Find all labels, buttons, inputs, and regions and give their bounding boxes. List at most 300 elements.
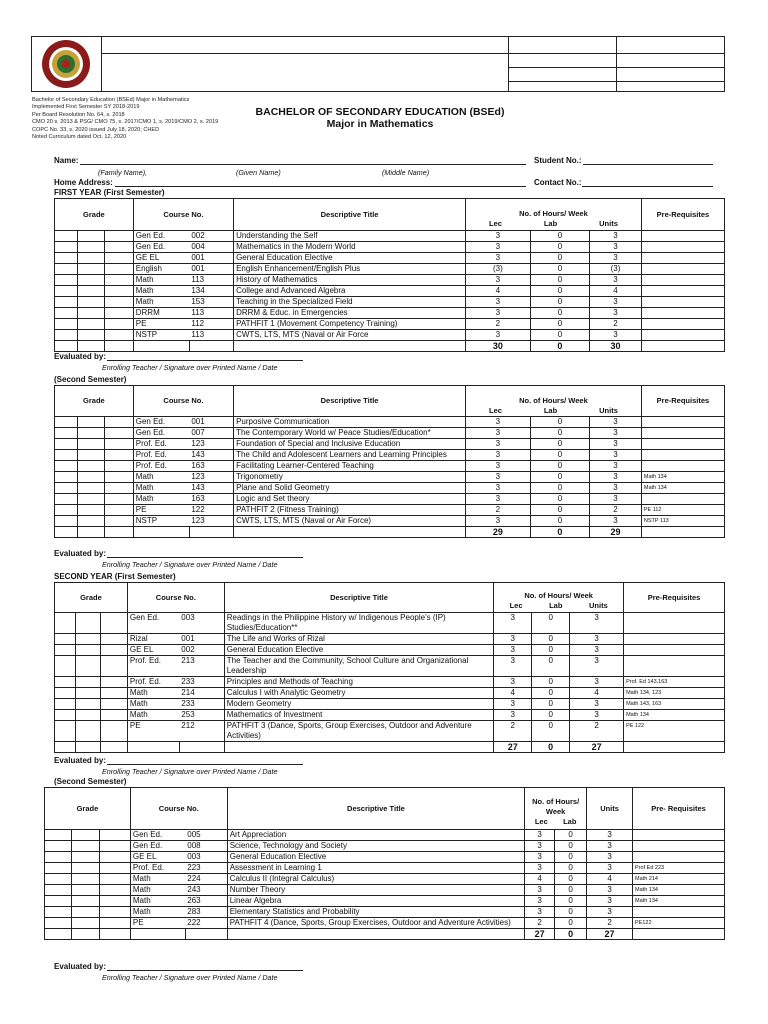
- course-prefix: Prof. Ed.: [127, 677, 179, 688]
- course-number: 223: [185, 863, 227, 874]
- grade-cell[interactable]: [100, 656, 127, 677]
- course-title: DRRM & Educ. in Emergencies: [234, 308, 466, 319]
- course-prefix: Math: [130, 907, 185, 918]
- lec-hours: 3: [466, 330, 531, 341]
- grade-cell[interactable]: [45, 852, 72, 863]
- course-no-header: Course No.: [133, 386, 233, 417]
- prerequisite: [641, 439, 724, 450]
- grade-cell[interactable]: [45, 830, 72, 841]
- grade-cell[interactable]: [55, 428, 78, 439]
- course-prefix: Prof. Ed.: [133, 461, 189, 472]
- grade-header: Grade: [55, 583, 128, 613]
- grade-cell[interactable]: [71, 874, 99, 885]
- grade-cell[interactable]: [77, 516, 104, 527]
- total-empty-cell: [55, 527, 78, 538]
- prerequisite: Math 134: [641, 483, 724, 494]
- grade-cell[interactable]: [99, 874, 130, 885]
- contact-no-field[interactable]: [582, 186, 713, 187]
- prerequisite: [641, 242, 724, 253]
- course-title: General Education Elective: [234, 253, 466, 264]
- course-number: 163: [189, 461, 233, 472]
- course-prefix: GE EL: [133, 253, 189, 264]
- meta-line: Noted Curriculum dated Oct. 12, 2020: [32, 134, 127, 141]
- course-table-second-year-second-sem: [44, 787, 725, 940]
- lab-hours: 0: [532, 656, 570, 677]
- course-row: [45, 896, 725, 907]
- total-empty-cell: [104, 341, 133, 352]
- course-number: 283: [185, 907, 227, 918]
- student-no-field[interactable]: [583, 164, 713, 165]
- grade-cell[interactable]: [55, 656, 76, 677]
- lab-hours: 0: [530, 516, 589, 527]
- lab-hours: 0: [530, 308, 589, 319]
- lec-hours: 3: [525, 852, 555, 863]
- grade-cell[interactable]: [55, 253, 78, 264]
- units-value: 3: [587, 885, 633, 896]
- course-title: CWTS, LTS, MTS (Naval or Air Force: [234, 330, 466, 341]
- grade-cell[interactable]: [99, 852, 130, 863]
- grade-cell[interactable]: [104, 505, 133, 516]
- lab-hours: 0: [532, 645, 570, 656]
- grade-cell[interactable]: [75, 613, 100, 634]
- grade-cell[interactable]: [104, 330, 133, 341]
- course-prefix: Gen Ed.: [133, 428, 189, 439]
- grade-cell[interactable]: [55, 688, 76, 699]
- grade-cell[interactable]: [55, 472, 78, 483]
- grade-cell[interactable]: [99, 841, 130, 852]
- grade-cell[interactable]: [55, 461, 78, 472]
- course-prefix: NSTP: [133, 330, 189, 341]
- grade-cell[interactable]: [104, 439, 133, 450]
- grade-cell[interactable]: [45, 841, 72, 852]
- grade-cell[interactable]: [100, 613, 127, 634]
- lec-total: 27: [494, 742, 532, 753]
- name-label: Name:: [54, 156, 79, 165]
- grade-cell[interactable]: [55, 721, 76, 742]
- hours-header: [466, 386, 642, 417]
- grade-cell[interactable]: [104, 286, 133, 297]
- total-empty-cell: [133, 341, 189, 352]
- prerequisite: [641, 450, 724, 461]
- evaluated-by-field[interactable]: [107, 970, 303, 971]
- grade-cell[interactable]: [104, 494, 133, 505]
- grade-cell[interactable]: [104, 297, 133, 308]
- course-title: Teaching in the Specialized Field: [234, 297, 466, 308]
- units-value: 3: [590, 308, 642, 319]
- meta-line: COPC No. 33, s. 2020 issued July 18, 2020; CHED: [32, 126, 160, 133]
- section-heading: FIRST YEAR (First Semester): [54, 188, 165, 197]
- lab-hours: 0: [555, 874, 587, 885]
- units-value: 3: [590, 428, 642, 439]
- course-prefix: NSTP: [133, 516, 189, 527]
- grade-cell[interactable]: [104, 319, 133, 330]
- lec-total: 27: [525, 929, 555, 940]
- lec-hours: 2: [494, 721, 532, 742]
- lab-hours: 0: [532, 613, 570, 634]
- grade-cell[interactable]: [99, 830, 130, 841]
- grade-cell[interactable]: [104, 253, 133, 264]
- total-empty-cell: [224, 742, 494, 753]
- course-row: [55, 634, 725, 645]
- name-field[interactable]: [80, 164, 526, 165]
- lab-hours: 0: [555, 896, 587, 907]
- course-title: Elementary Statistics and Probability: [227, 907, 524, 918]
- grade-cell[interactable]: [55, 439, 78, 450]
- units-value: 4: [590, 286, 642, 297]
- grade-cell[interactable]: [104, 231, 133, 242]
- grade-cell[interactable]: [77, 450, 104, 461]
- prerequisite: [633, 830, 725, 841]
- grade-cell[interactable]: [55, 645, 76, 656]
- lab-hours: 0: [530, 505, 589, 516]
- grade-cell[interactable]: [55, 297, 78, 308]
- grade-cell[interactable]: [55, 505, 78, 516]
- course-number: 122: [189, 505, 233, 516]
- prerequisite: [624, 634, 725, 645]
- grade-cell[interactable]: [55, 231, 78, 242]
- hours-subheaders: [468, 406, 639, 416]
- lec-hours: 3: [466, 417, 531, 428]
- course-title: The Contemporary World w/ Peace Studies/Education*: [234, 428, 466, 439]
- course-row: [55, 505, 725, 516]
- prerequisite: [624, 645, 725, 656]
- grade-cell[interactable]: [77, 253, 104, 264]
- grade-cell[interactable]: [55, 264, 78, 275]
- course-row: [55, 721, 725, 742]
- evaluated-by-label: Evaluated by:: [54, 549, 107, 558]
- descriptive-title-header: Descriptive Title: [227, 788, 524, 830]
- grade-cell[interactable]: [77, 308, 104, 319]
- course-prefix: Gen Ed.: [130, 830, 185, 841]
- course-row: [55, 494, 725, 505]
- total-empty-cell: [133, 527, 189, 538]
- course-number: 003: [185, 852, 227, 863]
- course-title: Number Theory: [227, 885, 524, 896]
- signature-caption: Enrolling Teacher / Signature over Printed Name / Date: [102, 363, 278, 372]
- course-row: [55, 710, 725, 721]
- lec-hours: 3: [466, 450, 531, 461]
- units-header: Units: [587, 788, 633, 830]
- course-table-second-year-first-sem: [54, 582, 725, 753]
- course-title: Mathematics in the Modern World: [234, 242, 466, 253]
- prerequisite: [641, 417, 724, 428]
- grade-cell[interactable]: [104, 275, 133, 286]
- prerequisite: Math 134, 123: [624, 688, 725, 699]
- grade-cell[interactable]: [55, 242, 78, 253]
- course-prefix: GE EL: [130, 852, 185, 863]
- course-row: [45, 907, 725, 918]
- grade-cell[interactable]: [55, 319, 78, 330]
- prereq-header: Pre-Requisites: [641, 386, 724, 417]
- grade-cell[interactable]: [71, 907, 99, 918]
- grade-cell[interactable]: [75, 677, 100, 688]
- grade-cell[interactable]: [55, 516, 78, 527]
- logo-cell: [32, 37, 102, 91]
- lab-hours: 0: [530, 428, 589, 439]
- grade-cell[interactable]: [55, 330, 78, 341]
- grade-cell[interactable]: [77, 483, 104, 494]
- units-total: 30: [590, 341, 642, 352]
- grade-cell[interactable]: [75, 634, 100, 645]
- prerequisite: [633, 841, 725, 852]
- units-value: 3: [590, 297, 642, 308]
- total-empty-cell: [641, 527, 724, 538]
- units-value: 2: [570, 721, 624, 742]
- lec-hours: 3: [525, 830, 555, 841]
- lec-hours: (3): [466, 264, 531, 275]
- grade-cell[interactable]: [71, 885, 99, 896]
- course-prefix: PE: [127, 721, 179, 742]
- grade-cell[interactable]: [99, 907, 130, 918]
- lab-hours: 0: [532, 699, 570, 710]
- grade-cell[interactable]: [77, 330, 104, 341]
- grade-cell[interactable]: [55, 483, 78, 494]
- course-prefix: Math: [130, 885, 185, 896]
- course-title: Science, Technology and Society: [227, 841, 524, 852]
- total-empty-cell: [55, 341, 78, 352]
- home-address-field[interactable]: [115, 186, 526, 187]
- grade-cell[interactable]: [100, 699, 127, 710]
- grade-cell[interactable]: [45, 918, 72, 929]
- grade-cell[interactable]: [55, 613, 76, 634]
- units-value: 3: [590, 330, 642, 341]
- course-title: Art Appreciation: [227, 830, 524, 841]
- units-value: 3: [590, 231, 642, 242]
- grade-cell[interactable]: [55, 308, 78, 319]
- course-row: [45, 918, 725, 929]
- grade-cell[interactable]: [100, 634, 127, 645]
- grade-cell[interactable]: [104, 450, 133, 461]
- evaluated-by-field[interactable]: [107, 360, 303, 361]
- grade-cell[interactable]: [100, 645, 127, 656]
- prerequisite: Math 134: [633, 896, 725, 907]
- grade-cell[interactable]: [71, 852, 99, 863]
- units-header: Units: [599, 406, 618, 415]
- descriptive-title-header: Descriptive Title: [234, 386, 466, 417]
- grade-cell[interactable]: [99, 918, 130, 929]
- course-row: [55, 699, 725, 710]
- grade-cell[interactable]: [77, 242, 104, 253]
- grade-cell[interactable]: [99, 896, 130, 907]
- grade-cell[interactable]: [71, 918, 99, 929]
- grade-cell[interactable]: [55, 699, 76, 710]
- lab-total: 0: [530, 341, 589, 352]
- grade-cell[interactable]: [77, 319, 104, 330]
- grade-cell[interactable]: [55, 494, 78, 505]
- grade-cell[interactable]: [99, 863, 130, 874]
- prerequisite: [641, 275, 724, 286]
- course-number: 002: [179, 645, 224, 656]
- grade-cell[interactable]: [45, 896, 72, 907]
- grade-cell[interactable]: [75, 721, 100, 742]
- grade-cell[interactable]: [77, 439, 104, 450]
- lec-hours: 3: [494, 699, 532, 710]
- grade-cell[interactable]: [75, 710, 100, 721]
- grade-cell[interactable]: [104, 472, 133, 483]
- lec-header: Lec: [509, 601, 523, 610]
- grade-cell[interactable]: [77, 472, 104, 483]
- grade-cell[interactable]: [45, 907, 72, 918]
- course-number: 123: [189, 472, 233, 483]
- grade-cell[interactable]: [77, 297, 104, 308]
- grade-cell[interactable]: [104, 461, 133, 472]
- grade-cell[interactable]: [77, 461, 104, 472]
- course-prefix: Math: [130, 874, 185, 885]
- course-prefix: Math: [130, 896, 185, 907]
- meta-line: Per Board Resolution No. 64, s. 2018: [32, 111, 125, 118]
- grade-cell[interactable]: [77, 286, 104, 297]
- course-row: [45, 863, 725, 874]
- total-empty-cell: [127, 742, 179, 753]
- units-value: 3: [570, 613, 624, 634]
- course-title: PATHFIT 2 (Fitness Training): [234, 505, 466, 516]
- grade-cell[interactable]: [104, 417, 133, 428]
- lab-hours: 0: [530, 286, 589, 297]
- hours-header: [466, 199, 642, 231]
- grade-cell[interactable]: [104, 483, 133, 494]
- course-number: 123: [189, 516, 233, 527]
- grade-cell[interactable]: [77, 264, 104, 275]
- grade-cell[interactable]: [104, 242, 133, 253]
- units-value: 3: [570, 677, 624, 688]
- course-number: 213: [179, 656, 224, 677]
- student-no-label: Student No.:: [534, 156, 582, 165]
- course-table-first-year-first-sem: [54, 198, 725, 352]
- course-row: [55, 439, 725, 450]
- lab-hours: 0: [530, 253, 589, 264]
- grade-cell[interactable]: [100, 688, 127, 699]
- hours-subheaders: [527, 817, 584, 827]
- course-title: Linear Algebra: [227, 896, 524, 907]
- grade-cell[interactable]: [45, 874, 72, 885]
- hours-header: [494, 583, 624, 613]
- lec-total: 30: [466, 341, 531, 352]
- prerequisite: [633, 907, 725, 918]
- grade-cell[interactable]: [55, 710, 76, 721]
- units-value: 2: [590, 319, 642, 330]
- grade-cell[interactable]: [100, 721, 127, 742]
- university-seal-logo: [37, 38, 95, 90]
- lec-hours: 3: [466, 472, 531, 483]
- grade-cell[interactable]: [99, 885, 130, 896]
- course-title: The Teacher and the Community, School Culture and Organizational Leadership: [224, 656, 494, 677]
- grade-cell[interactable]: [77, 505, 104, 516]
- prerequisite: [641, 264, 724, 275]
- lab-hours: 0: [530, 297, 589, 308]
- meta-line: Implemented First Semester SY 2018-2019: [32, 104, 140, 111]
- grade-cell[interactable]: [45, 863, 72, 874]
- grade-cell[interactable]: [71, 896, 99, 907]
- lec-hours: 3: [466, 308, 531, 319]
- prereq-header: Pre-Requisites: [641, 199, 724, 231]
- course-number: 153: [189, 297, 233, 308]
- course-prefix: Prof. Ed.: [127, 656, 179, 677]
- grade-cell[interactable]: [55, 634, 76, 645]
- grade-cell[interactable]: [71, 841, 99, 852]
- lab-hours: 0: [530, 275, 589, 286]
- units-value: 3: [587, 841, 633, 852]
- units-value: 3: [590, 275, 642, 286]
- evaluated-by-label: Evaluated by:: [54, 756, 107, 765]
- grade-cell[interactable]: [75, 688, 100, 699]
- grade-cell[interactable]: [55, 450, 78, 461]
- course-number: 214: [179, 688, 224, 699]
- grade-cell[interactable]: [75, 645, 100, 656]
- course-row: [55, 253, 725, 264]
- grade-cell[interactable]: [45, 885, 72, 896]
- course-title: PATHFIT 4 (Dance, Sports, Group Exercises, Outdoor and Adventure Activities): [227, 918, 524, 929]
- total-empty-cell: [624, 742, 725, 753]
- grade-cell[interactable]: [75, 699, 100, 710]
- grade-cell[interactable]: [71, 830, 99, 841]
- meta-line: CMO 20 s. 2013 & PSG/ CMO 75, s. 2017/CMO 1, s. 2019/CMO 2, s. 2019: [32, 119, 219, 126]
- course-title: Assessment in Learning 1: [227, 863, 524, 874]
- course-table-first-year-second-sem: [54, 385, 725, 538]
- grade-cell[interactable]: [104, 308, 133, 319]
- course-number: 001: [179, 634, 224, 645]
- total-row: [45, 929, 725, 940]
- prerequisite: PE122: [633, 918, 725, 929]
- grade-cell[interactable]: [100, 677, 127, 688]
- grade-cell[interactable]: [104, 516, 133, 527]
- course-number: 001: [189, 253, 233, 264]
- grade-cell[interactable]: [77, 428, 104, 439]
- grade-cell[interactable]: [77, 231, 104, 242]
- grade-cell[interactable]: [55, 275, 78, 286]
- units-value: 3: [590, 494, 642, 505]
- total-empty-cell: [77, 527, 104, 538]
- course-prefix: Prof. Ed.: [130, 863, 185, 874]
- course-title: English Enhancement/English Plus: [234, 264, 466, 275]
- units-value: 3: [590, 483, 642, 494]
- grade-cell[interactable]: [77, 275, 104, 286]
- course-number: 134: [189, 286, 233, 297]
- course-row: [45, 841, 725, 852]
- course-row: [55, 656, 725, 677]
- course-title: Facilitating Learner-Centered Teaching: [234, 461, 466, 472]
- course-row: [45, 830, 725, 841]
- total-empty-cell: [633, 929, 725, 940]
- header-cell: [508, 37, 616, 91]
- units-value: 3: [587, 830, 633, 841]
- lec-hours: 4: [494, 688, 532, 699]
- evaluated-by-field[interactable]: [107, 764, 303, 765]
- hours-label: No. of Hours/ Week: [519, 396, 588, 405]
- header-box: [31, 36, 725, 92]
- evaluated-by-field[interactable]: [107, 557, 303, 558]
- grade-cell[interactable]: [55, 286, 78, 297]
- grade-cell[interactable]: [75, 656, 100, 677]
- grade-cell[interactable]: [77, 417, 104, 428]
- course-number: 007: [189, 428, 233, 439]
- units-value: 3: [590, 472, 642, 483]
- prerequisite: NSTP 113: [641, 516, 724, 527]
- course-prefix: Math: [133, 483, 189, 494]
- units-total: 27: [587, 929, 633, 940]
- grade-cell[interactable]: [100, 710, 127, 721]
- total-row: [55, 527, 725, 538]
- grade-header: Grade: [55, 199, 134, 231]
- grade-cell[interactable]: [55, 677, 76, 688]
- grade-cell[interactable]: [104, 428, 133, 439]
- lec-hours: 3: [466, 461, 531, 472]
- grade-cell[interactable]: [104, 264, 133, 275]
- lab-hours: 0: [530, 319, 589, 330]
- grade-cell[interactable]: [77, 494, 104, 505]
- grade-cell[interactable]: [71, 863, 99, 874]
- lab-total: 0: [530, 527, 589, 538]
- grade-cell[interactable]: [55, 417, 78, 428]
